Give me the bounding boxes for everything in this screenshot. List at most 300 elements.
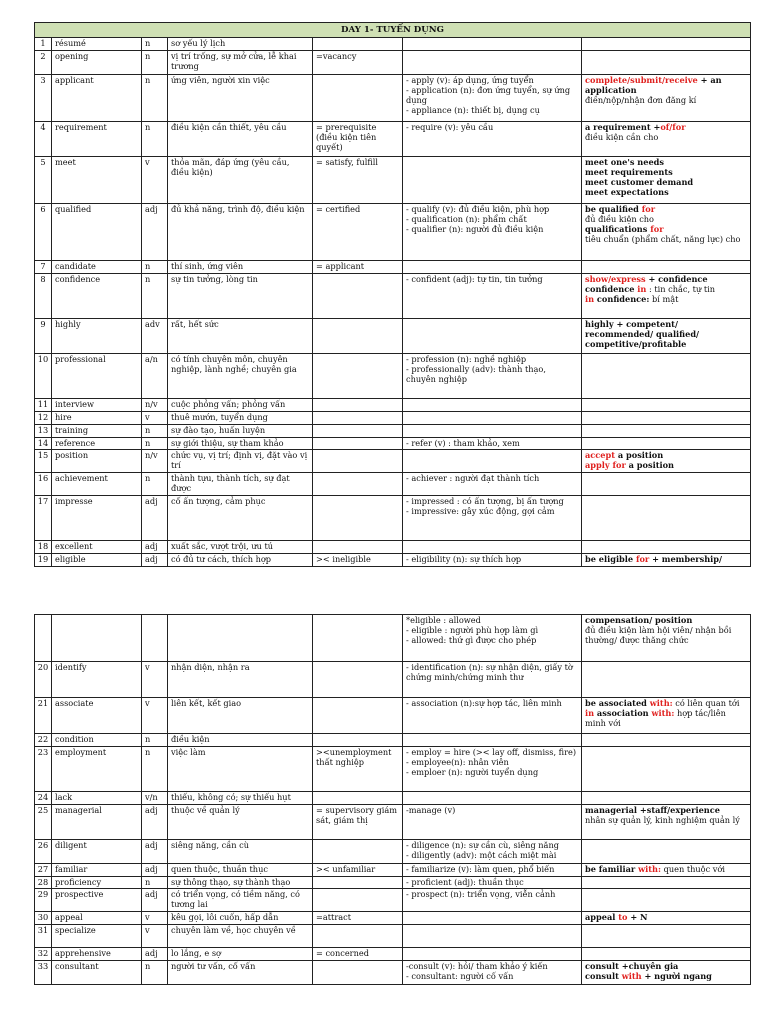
cell-synonym bbox=[313, 889, 403, 912]
table-row bbox=[35, 746, 751, 791]
cell-meaning: thiếu, không có; sự thiếu hụt bbox=[168, 791, 313, 804]
cell-word-family bbox=[403, 541, 582, 554]
collocation-text: hợp tác/liên minh với bbox=[585, 707, 726, 728]
cell-meaning: chuyên làm về, học chuyên về bbox=[168, 924, 313, 947]
cell-synonym: >< unfamiliar bbox=[313, 863, 403, 876]
table-row bbox=[35, 122, 751, 157]
cell-part-of-speech: v bbox=[142, 924, 168, 947]
cell-word-family bbox=[403, 75, 582, 122]
cell-collocation bbox=[582, 38, 751, 51]
cell-meaning: thuộc về quản lý bbox=[168, 804, 313, 839]
table-row bbox=[35, 354, 751, 399]
cell-number: 28 bbox=[35, 876, 52, 889]
cell-collocation bbox=[582, 746, 751, 791]
cell-part-of-speech: n bbox=[142, 51, 168, 75]
cell-part-of-speech: adj bbox=[142, 889, 168, 912]
cell-meaning: sự thông thạo, sự thành thạo bbox=[168, 876, 313, 889]
cell-synonym bbox=[313, 424, 403, 437]
cell-number: 9 bbox=[35, 319, 52, 354]
cell-word-family bbox=[403, 863, 582, 876]
cell-meaning: liên kết, kết giao bbox=[168, 698, 313, 734]
cell-part-of-speech: n bbox=[142, 122, 168, 157]
cell-collocation bbox=[582, 804, 751, 839]
collocation-text: appeal bbox=[585, 912, 619, 923]
cell-number: 26 bbox=[35, 839, 52, 863]
cell-meaning: thuê mướn, tuyển dụng bbox=[168, 411, 313, 424]
word-family-line: - prospect (n): triển vọng, viễn cảnh bbox=[406, 889, 556, 900]
cell-number: 3 bbox=[35, 75, 52, 122]
cell-number: 31 bbox=[35, 924, 52, 947]
cell-synonym: = supervisory giám sát, giám thị bbox=[313, 804, 403, 839]
cell-collocation bbox=[582, 734, 751, 747]
table-row bbox=[35, 424, 751, 437]
cell-word: employment bbox=[52, 746, 142, 791]
cell-part-of-speech: n bbox=[142, 746, 168, 791]
word-family-line: - impressed : có ấn tượng, bị ấn tượng bbox=[406, 496, 564, 507]
cell-part-of-speech: n/v bbox=[142, 399, 168, 412]
cell-part-of-speech bbox=[142, 615, 168, 662]
collocation-text: + người ngang bbox=[641, 970, 712, 981]
cell-word: professional bbox=[52, 354, 142, 399]
cell-part-of-speech: adj bbox=[142, 804, 168, 839]
cell-part-of-speech: v/n bbox=[142, 791, 168, 804]
table-row bbox=[35, 261, 751, 274]
cell-number: 29 bbox=[35, 889, 52, 912]
word-family-line: - diligence (n): sự cần cù, siêng năng bbox=[406, 839, 559, 850]
cell-number: 33 bbox=[35, 960, 52, 984]
highlight-text: with: bbox=[638, 863, 661, 874]
cell-meaning: có triển vọng, có tiềm năng, có tương lai bbox=[168, 889, 313, 912]
cell-word: achievement bbox=[52, 473, 142, 496]
cell-word: associate bbox=[52, 698, 142, 734]
cell-collocation bbox=[582, 411, 751, 424]
highlight-text: apply for bbox=[585, 460, 626, 471]
cell-meaning: sự giới thiệu, sự tham khảo bbox=[168, 437, 313, 450]
collocation-line bbox=[585, 133, 747, 143]
cell-collocation bbox=[582, 424, 751, 437]
collocation-text: meet requirements bbox=[585, 167, 673, 177]
cell-number: 2 bbox=[35, 51, 52, 75]
word-family-line: - familiarize (v): làm quen, phổ biến bbox=[406, 863, 555, 874]
cell-part-of-speech: adj bbox=[142, 496, 168, 541]
collocation-text: consult bbox=[585, 970, 622, 981]
cell-part-of-speech: adj bbox=[142, 947, 168, 960]
collocation-text: đủ điều kiện cho bbox=[585, 214, 654, 224]
cell-number: 5 bbox=[35, 157, 52, 204]
cell-synonym: = satisfy, fulfill bbox=[313, 157, 403, 204]
cell-collocation bbox=[582, 75, 751, 122]
word-family-line: - profession (n): nghề nghiệp bbox=[406, 354, 527, 364]
word-family-line: -manage (v) bbox=[406, 804, 456, 815]
table-row bbox=[35, 496, 751, 541]
cell-word: meet bbox=[52, 157, 142, 204]
cell-collocation bbox=[582, 947, 751, 960]
cell-part-of-speech: n bbox=[142, 274, 168, 319]
cell-synonym bbox=[313, 791, 403, 804]
cell-number: 6 bbox=[35, 204, 52, 261]
cell-synonym: = concerned bbox=[313, 947, 403, 960]
cell-word-family bbox=[403, 615, 582, 662]
vocabulary-table-2 bbox=[34, 614, 750, 985]
cell-synonym bbox=[313, 496, 403, 541]
cell-part-of-speech: n bbox=[142, 473, 168, 496]
word-family-line: - qualify (v): đủ điều kiện, phù hợp bbox=[406, 204, 550, 215]
cell-part-of-speech: adj bbox=[142, 863, 168, 876]
word-family-line: - qualifier (n): người đủ điều kiện bbox=[406, 223, 544, 234]
table-row bbox=[35, 876, 751, 889]
collocation-line bbox=[585, 320, 747, 350]
cell-collocation bbox=[582, 615, 751, 662]
cell-part-of-speech: v bbox=[142, 698, 168, 734]
word-family-line: - apply (v): áp dụng, ứng tuyển bbox=[406, 75, 534, 86]
cell-word: proficiency bbox=[52, 876, 142, 889]
cell-word: prospective bbox=[52, 889, 142, 912]
collocation-text: a requirement + bbox=[585, 122, 661, 133]
highlight-text: for bbox=[641, 204, 656, 215]
cell-synonym: >< ineligible bbox=[313, 553, 403, 566]
cell-part-of-speech: n bbox=[142, 75, 168, 122]
cell-collocation bbox=[582, 912, 751, 925]
cell-part-of-speech: a/n bbox=[142, 354, 168, 399]
table-row bbox=[35, 450, 751, 473]
cell-part-of-speech: v bbox=[142, 662, 168, 698]
cell-synonym bbox=[313, 75, 403, 122]
collocation-text: be familiar bbox=[585, 863, 639, 874]
cell-part-of-speech: n bbox=[142, 261, 168, 274]
table-row bbox=[35, 274, 751, 319]
cell-collocation bbox=[582, 698, 751, 734]
cell-word: reference bbox=[52, 437, 142, 450]
cell-meaning: lo lắng, e sợ bbox=[168, 947, 313, 960]
cell-word-family bbox=[403, 473, 582, 496]
cell-part-of-speech: n bbox=[142, 38, 168, 51]
highlight-text: in bbox=[585, 707, 595, 718]
table-row bbox=[35, 698, 751, 734]
cell-number: 13 bbox=[35, 424, 52, 437]
word-family-line: - professionally (adv): thành thạo, chuyên nghiệp bbox=[406, 363, 546, 384]
cell-synonym bbox=[313, 541, 403, 554]
cell-synonym: =attract bbox=[313, 912, 403, 925]
highlight-text: with: bbox=[651, 707, 675, 718]
highlight-text: accept bbox=[585, 450, 615, 461]
word-family-line: - employ = hire (>< lay off, dismiss, fire) bbox=[406, 746, 577, 757]
cell-word-family bbox=[403, 319, 582, 354]
cell-synonym bbox=[313, 399, 403, 412]
cell-word-family bbox=[403, 274, 582, 319]
cell-part-of-speech: adj bbox=[142, 541, 168, 554]
highlight-text: in bbox=[585, 293, 595, 304]
cell-number: 12 bbox=[35, 411, 52, 424]
cell-meaning: xuất sắc, vượt trội, ưu tú bbox=[168, 541, 313, 554]
cell-synonym: = applicant bbox=[313, 261, 403, 274]
word-family-line: - impressive: gây xúc động, gợi cảm bbox=[406, 505, 555, 516]
table-row bbox=[35, 51, 751, 75]
collocation-text: a position bbox=[625, 460, 674, 471]
collocation-line bbox=[585, 555, 747, 565]
collocation-text: điền/nộp/nhận đơn đăng kí bbox=[585, 94, 697, 105]
cell-word-family bbox=[403, 839, 582, 863]
cell-collocation bbox=[582, 791, 751, 804]
cell-word: apprehensive bbox=[52, 947, 142, 960]
cell-synonym bbox=[313, 473, 403, 496]
cell-number: 21 bbox=[35, 698, 52, 734]
cell-word: résumé bbox=[52, 38, 142, 51]
collocation-line bbox=[585, 235, 747, 245]
cell-word: interview bbox=[52, 399, 142, 412]
collocation-text: confidence: bbox=[594, 293, 650, 304]
cell-meaning: sự đào tạo, huấn luyện bbox=[168, 424, 313, 437]
cell-part-of-speech: n bbox=[142, 960, 168, 984]
collocation-text: nhân sự quản lý, kinh nghiệm quản lý bbox=[585, 814, 740, 825]
collocation-line bbox=[585, 188, 747, 198]
cell-number: 22 bbox=[35, 734, 52, 747]
cell-word: opening bbox=[52, 51, 142, 75]
cell-synonym bbox=[313, 319, 403, 354]
cell-part-of-speech: n bbox=[142, 734, 168, 747]
cell-meaning: điều kiện bbox=[168, 734, 313, 747]
cell-meaning: việc làm bbox=[168, 746, 313, 791]
cell-word: requirement bbox=[52, 122, 142, 157]
cell-collocation bbox=[582, 541, 751, 554]
cell-collocation bbox=[582, 924, 751, 947]
cell-word bbox=[52, 615, 142, 662]
cell-word: managerial bbox=[52, 804, 142, 839]
word-family-line: - diligently (adv): một cách miệt mài bbox=[406, 849, 557, 860]
collocation-text: be associated bbox=[585, 698, 650, 708]
cell-part-of-speech: n bbox=[142, 876, 168, 889]
cell-collocation bbox=[582, 354, 751, 399]
cell-part-of-speech: n/v bbox=[142, 450, 168, 473]
cell-word-family bbox=[403, 496, 582, 541]
cell-collocation bbox=[582, 863, 751, 876]
vocabulary-table-1 bbox=[34, 22, 750, 567]
cell-part-of-speech: v bbox=[142, 912, 168, 925]
table-row bbox=[35, 734, 751, 747]
page-title: DAY 1- TUYỂN DỤNG bbox=[35, 23, 751, 38]
cell-word-family bbox=[403, 399, 582, 412]
cell-number: 8 bbox=[35, 274, 52, 319]
cell-collocation bbox=[582, 839, 751, 863]
word-family-line: - refer (v) : tham khảo, xem bbox=[406, 437, 520, 448]
cell-number: 32 bbox=[35, 947, 52, 960]
table-title-row bbox=[35, 23, 751, 38]
highlight-text: show/express bbox=[585, 274, 646, 284]
cell-word-family bbox=[403, 553, 582, 566]
collocation-text: be eligible bbox=[585, 553, 636, 564]
cell-number: 18 bbox=[35, 541, 52, 554]
word-family-line: - appliance (n): thiết bị, dụng cụ bbox=[406, 104, 540, 115]
cell-word: hire bbox=[52, 411, 142, 424]
collocation-line bbox=[585, 626, 747, 646]
cell-meaning: rất, hết sức bbox=[168, 319, 313, 354]
cell-word-family bbox=[403, 450, 582, 473]
cell-number: 7 bbox=[35, 261, 52, 274]
cell-meaning: người tư vấn, cố vấn bbox=[168, 960, 313, 984]
collocation-text: meet one's needs bbox=[585, 157, 665, 168]
cell-word: condition bbox=[52, 734, 142, 747]
cell-word: consultant bbox=[52, 960, 142, 984]
table-row bbox=[35, 863, 751, 876]
cell-collocation bbox=[582, 553, 751, 566]
word-family-line: - qualification (n): phẩm chất bbox=[406, 214, 527, 224]
cell-meaning: nhận diện, nhận ra bbox=[168, 662, 313, 698]
cell-collocation bbox=[582, 662, 751, 698]
cell-meaning: có tính chuyên môn, chuyên nghiệp, lành nghề; chuyên gia bbox=[168, 354, 313, 399]
cell-number: 15 bbox=[35, 450, 52, 473]
cell-word-family bbox=[403, 698, 582, 734]
cell-word: training bbox=[52, 424, 142, 437]
word-family-line: - eligible : người phù hợp làm gì bbox=[406, 624, 539, 635]
collocation-text: consult +chuyên gia bbox=[585, 960, 679, 971]
cell-synonym bbox=[313, 615, 403, 662]
cell-collocation bbox=[582, 122, 751, 157]
cell-word-family bbox=[403, 734, 582, 747]
table-row bbox=[35, 473, 751, 496]
cell-collocation bbox=[582, 473, 751, 496]
cell-word-family bbox=[403, 746, 582, 791]
cell-synonym bbox=[313, 411, 403, 424]
collocation-text: quen thuộc với bbox=[661, 863, 725, 874]
cell-word-family bbox=[403, 157, 582, 204]
cell-word: position bbox=[52, 450, 142, 473]
cell-meaning: thí sinh, ứng viên bbox=[168, 261, 313, 274]
cell-synonym bbox=[313, 450, 403, 473]
highlight-text: to bbox=[618, 912, 628, 923]
cell-word-family bbox=[403, 947, 582, 960]
highlight-text: with bbox=[621, 970, 642, 981]
table-row bbox=[35, 924, 751, 947]
cell-number: 14 bbox=[35, 437, 52, 450]
table-row bbox=[35, 157, 751, 204]
cell-number: 11 bbox=[35, 399, 52, 412]
word-family-line: - allowed: thứ gì được cho phép bbox=[406, 634, 537, 645]
cell-word: confidence bbox=[52, 274, 142, 319]
cell-word: applicant bbox=[52, 75, 142, 122]
collocation-text: meet customer demand bbox=[585, 176, 694, 187]
cell-meaning: điều kiện cần thiết, yêu cầu bbox=[168, 122, 313, 157]
cell-word: eligible bbox=[52, 553, 142, 566]
cell-word-family bbox=[403, 411, 582, 424]
cell-meaning: chức vụ, vị trí; định vị, đặt vào vị trí bbox=[168, 450, 313, 473]
cell-number: 24 bbox=[35, 791, 52, 804]
collocation-line bbox=[585, 972, 747, 982]
collocation-text: confidence bbox=[585, 283, 638, 294]
word-family-line: - achiever : người đạt thành tích bbox=[406, 473, 540, 484]
cell-word: appeal bbox=[52, 912, 142, 925]
cell-number: 16 bbox=[35, 473, 52, 496]
cell-number bbox=[35, 615, 52, 662]
table-row bbox=[35, 839, 751, 863]
collocation-text: association bbox=[594, 707, 652, 718]
collocation-line bbox=[585, 865, 747, 875]
cell-number: 20 bbox=[35, 662, 52, 698]
cell-synonym bbox=[313, 274, 403, 319]
cell-word: lack bbox=[52, 791, 142, 804]
cell-collocation bbox=[582, 496, 751, 541]
cell-word: candidate bbox=[52, 261, 142, 274]
cell-meaning: quen thuộc, thuần thục bbox=[168, 863, 313, 876]
cell-word-family bbox=[403, 960, 582, 984]
cell-synonym: =vacancy bbox=[313, 51, 403, 75]
table-row bbox=[35, 204, 751, 261]
cell-meaning: có đủ tư cách, thích hợp bbox=[168, 553, 313, 566]
cell-word: diligent bbox=[52, 839, 142, 863]
word-family-line: - proficient (adj): thuần thục bbox=[406, 876, 524, 887]
collocation-text: qualifications bbox=[585, 223, 651, 234]
cell-meaning: ứng viên, người xin việc bbox=[168, 75, 313, 122]
table-row bbox=[35, 791, 751, 804]
cell-synonym bbox=[313, 924, 403, 947]
cell-synonym bbox=[313, 698, 403, 734]
cell-part-of-speech: v bbox=[142, 157, 168, 204]
cell-meaning: vị trí trống, sự mở cửa, lễ khai trương bbox=[168, 51, 313, 75]
collocation-line bbox=[585, 96, 747, 106]
collocation-line bbox=[585, 461, 747, 471]
cell-part-of-speech: v bbox=[142, 411, 168, 424]
cell-collocation bbox=[582, 319, 751, 354]
cell-word-family bbox=[403, 889, 582, 912]
table-row bbox=[35, 912, 751, 925]
cell-word-family bbox=[403, 38, 582, 51]
cell-collocation bbox=[582, 51, 751, 75]
cell-word-family bbox=[403, 924, 582, 947]
collocation-line bbox=[585, 913, 747, 923]
collocation-line bbox=[585, 709, 747, 729]
cell-word-family bbox=[403, 437, 582, 450]
cell-number: 10 bbox=[35, 354, 52, 399]
cell-synonym: ><unemployment thất nghiệp bbox=[313, 746, 403, 791]
collocation-text: điều kiện cần cho bbox=[585, 132, 659, 142]
cell-number: 27 bbox=[35, 863, 52, 876]
collocation-line bbox=[585, 76, 747, 96]
word-family-line: - association (n):sự hợp tác, liên minh bbox=[406, 698, 562, 708]
cell-number: 4 bbox=[35, 122, 52, 157]
table-row bbox=[35, 437, 751, 450]
cell-meaning: sơ yếu lý lịch bbox=[168, 38, 313, 51]
cell-word: specialize bbox=[52, 924, 142, 947]
collocation-text: + membership/ bbox=[649, 553, 722, 564]
cell-word: impresse bbox=[52, 496, 142, 541]
cell-part-of-speech: adv bbox=[142, 319, 168, 354]
cell-word-family bbox=[403, 354, 582, 399]
table-row bbox=[35, 411, 751, 424]
table-row bbox=[35, 541, 751, 554]
table-row bbox=[35, 889, 751, 912]
cell-word-family bbox=[403, 51, 582, 75]
cell-meaning: kêu gọi, lôi cuốn, hấp dẫn bbox=[168, 912, 313, 925]
cell-collocation bbox=[582, 876, 751, 889]
cell-collocation bbox=[582, 437, 751, 450]
collocation-text: managerial +staff/experience bbox=[585, 804, 720, 815]
cell-word: excellent bbox=[52, 541, 142, 554]
table-row bbox=[35, 960, 751, 984]
cell-word-family bbox=[403, 662, 582, 698]
table-row bbox=[35, 662, 751, 698]
cell-number: 17 bbox=[35, 496, 52, 541]
cell-word-family bbox=[403, 804, 582, 839]
cell-meaning: thành tựu, thành tích, sự đạt được bbox=[168, 473, 313, 496]
cell-meaning: cố ấn tượng, cảm phục bbox=[168, 496, 313, 541]
cell-word: highly bbox=[52, 319, 142, 354]
word-family-line: - require (v): yêu cầu bbox=[406, 122, 494, 133]
collocation-text: a position bbox=[615, 450, 664, 461]
table-row bbox=[35, 947, 751, 960]
cell-synonym bbox=[313, 734, 403, 747]
collocation-text: : tin chắc, tự tin bbox=[646, 283, 716, 294]
cell-collocation bbox=[582, 261, 751, 274]
cell-word-family bbox=[403, 424, 582, 437]
cell-part-of-speech: adj bbox=[142, 204, 168, 261]
